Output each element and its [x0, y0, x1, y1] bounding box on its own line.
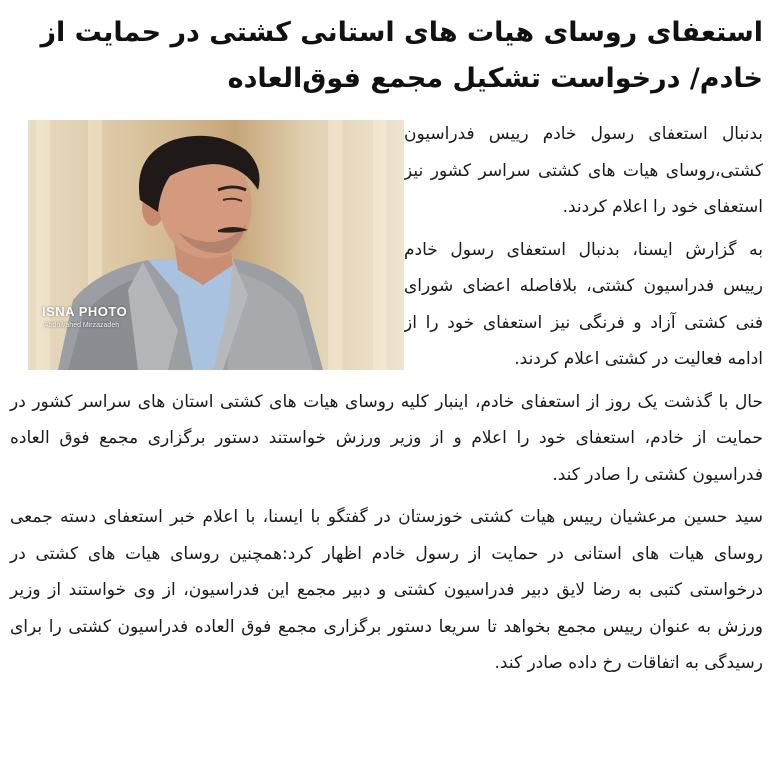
photographer-name: Abdolvahed Mirzazadeh: [44, 322, 120, 329]
article-headline: استعفای روسای هیات های استانی کشتی در حمایت از خادم/ درخواست تشکیل مجمع فوق‌العاده: [40, 17, 763, 94]
article-paragraph: بدنبال استعفای رسول خادم رییس فدراسیون کشتی،روسای هیات های کشتی سراسر کشور نیز استعفای خود را اعلام کردند.: [404, 124, 763, 217]
article-paragraph: به گزارش ایسنا، بدنبال استعفای رسول خادم رییس فدراسیون کشتی، بلافاصله اعضای شورای فنی کشتی آزاد و فرنگی نیز استعفای خود را از ادامه فعالیت در کشتی اعلام کردند.: [404, 239, 763, 369]
person-portrait-illustration: [28, 120, 404, 370]
article-photo: [28, 120, 404, 370]
article-paragraph: سید حسین مرعشیان رییس هیات کشتی خوزستان در گفتگو با ایسنا، با اعلام خبر استعفای دسته جمعی روسای هیات های استانی در حمایت از رسول خادم اظهار کرد:همچنین روسای هیات های کشتی در درخواستی کتبی به رضا لایق دبیر فدراسیون کشتی و دبیر مجمع این فدراسیون، از وی خواستند از وزیر ورزش به عنوان رییس مجمع بخواهد تا سریعا دستور برگزاری مجمع فوق العاده فدراسیون کشتی را برای رسیدگی به اتفاقات رخ داده صادر کند.: [10, 507, 763, 673]
photo-credit-label: ISNA PHOTO: [42, 304, 128, 319]
article-paragraph: حال با گذشت یک روز از استعفای خادم، اینبار کلیه روسای هیات های کشتی استان های سراسر کشور در حمایت از خادم، استعفای خود را اعلام و از وزیر ورزش خواستند دستور برگزاری مجمع فوق العاده فدراسیون کشتی را صادر کند.: [10, 391, 763, 485]
